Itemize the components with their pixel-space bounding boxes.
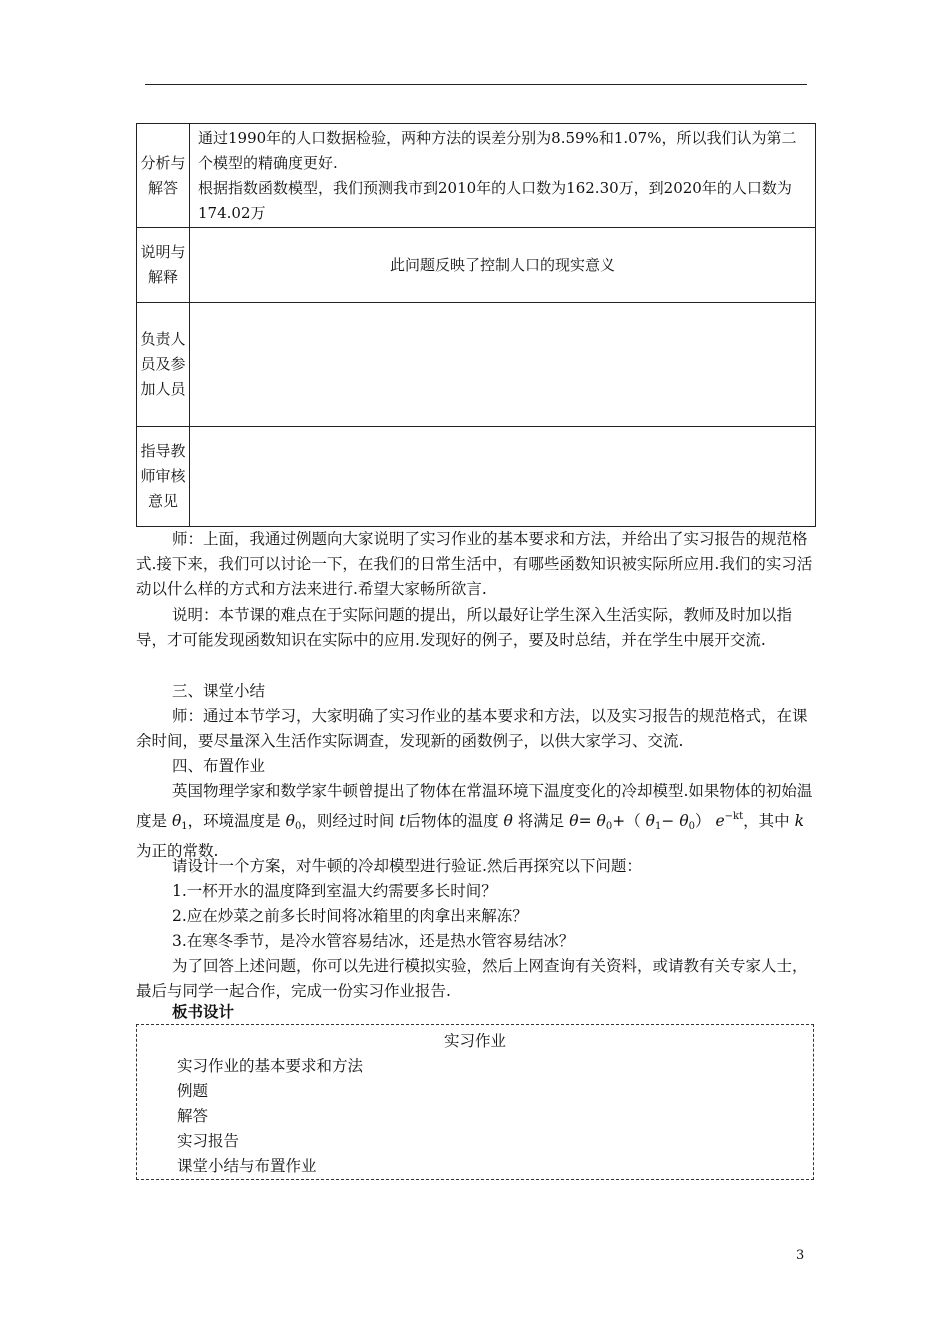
paragraph-teacher-intro: 师：上面，我通过例题向大家说明了实习作业的基本要求和方法，并给出了实习报告的规范格式.接下来，我们可以讨论一下，在我们的日常生活中，有哪些函数知识被实际所应用.我们的实习活动以什么样的方式和方法来进行.希望大家畅所欲言. <box>136 530 813 598</box>
row-content-explanation: 此问题反映了控制人口的现实意义 <box>190 228 816 303</box>
table-row <box>137 427 816 527</box>
table-row <box>137 124 816 228</box>
analysis-line: 通过1990年的人口数据检验，两种方法的误差分别为8.59%和1.07%，所以我们认为第二个模型的精确度更好. <box>198 128 797 172</box>
heading-summary: 三、课堂小结 <box>172 682 266 700</box>
heading-board-design: 板书设计 <box>172 1003 235 1021</box>
question-3: 3.在寒冬季节，是冷水管容易结冰，还是热水管容易结冰？ <box>172 932 575 950</box>
paragraph-note: 说明：本节课的难点在于实际问题的提出，所以最好让学生深入生活实际，教师及时加以指导，才可能发现函数知识在实际中的应用.发现好的例子，要及时总结，并在学生中展开交流. <box>136 606 793 649</box>
row-label-personnel: 负责人员及参加人员 <box>137 303 190 427</box>
question-1: 1.一杯开水的温度降到室温大约需要多长时间？ <box>172 882 497 900</box>
paragraph-design-task: 请设计一个方案，对牛顿的冷却模型进行验证.然后再探究以下问题： <box>172 857 642 875</box>
report-table <box>136 123 816 527</box>
row-content-personnel <box>190 303 816 427</box>
board-title: 实习作业 <box>443 1032 506 1050</box>
row-content-teacher-review <box>190 427 816 527</box>
board-item: 实习作业的基本要求和方法 <box>177 1057 364 1075</box>
analysis-line: 根据指数函数模型，我们预测我市到2010年的人口数为162.30万，到2020年的人口数为174.02万 <box>198 178 792 222</box>
row-label-teacher-review: 指导教师审核意见 <box>137 427 190 527</box>
page-number: 3 <box>796 1248 805 1263</box>
table-row <box>137 228 816 303</box>
heading-homework: 四、布置作业 <box>172 757 266 775</box>
board-item: 实习报告 <box>177 1132 240 1150</box>
board-design-box <box>136 1024 814 1180</box>
header-rule <box>145 84 807 85</box>
paragraph-conclusion: 为了回答上述问题，你可以先进行模拟实验，然后上网查询有关资料，或请教有关专家人士，最后与同学一起合作，完成一份实习作业报告. <box>136 957 808 1000</box>
board-item: 例题 <box>177 1082 209 1100</box>
paragraph-cooling-model: 英国物理学家和数学家牛顿曾提出了物体在常温环境下温度变化的冷却模型.如果物体的初始温度是 $\theta_1$，环境温度是 $\theta_0$，则经过时间 t后物体的温度 θ 将满足 $\theta= \theta_0+$（ $\theta_1- \theta_0$） $e^{-kt}$，其中 k为正的常数. <box>136 782 813 860</box>
paragraph-summary: 师：通过本节学习，大家明确了实习作业的基本要求和方法，以及实习报告的规范格式，在课余时间，要尽量深入生活作实际调查，发现新的函数例子，以供大家学习、交流. <box>136 707 808 750</box>
table-row <box>137 303 816 427</box>
board-item: 解答 <box>177 1107 209 1125</box>
row-label-analysis: 分析与解答 <box>137 124 190 228</box>
board-item: 课堂小结与布置作业 <box>177 1157 317 1175</box>
question-2: 2.应在炒菜之前多长时间将冰箱里的肉拿出来解冻？ <box>172 907 528 925</box>
row-label-explanation: 说明与解释 <box>137 228 190 303</box>
row-content-analysis <box>190 124 816 228</box>
